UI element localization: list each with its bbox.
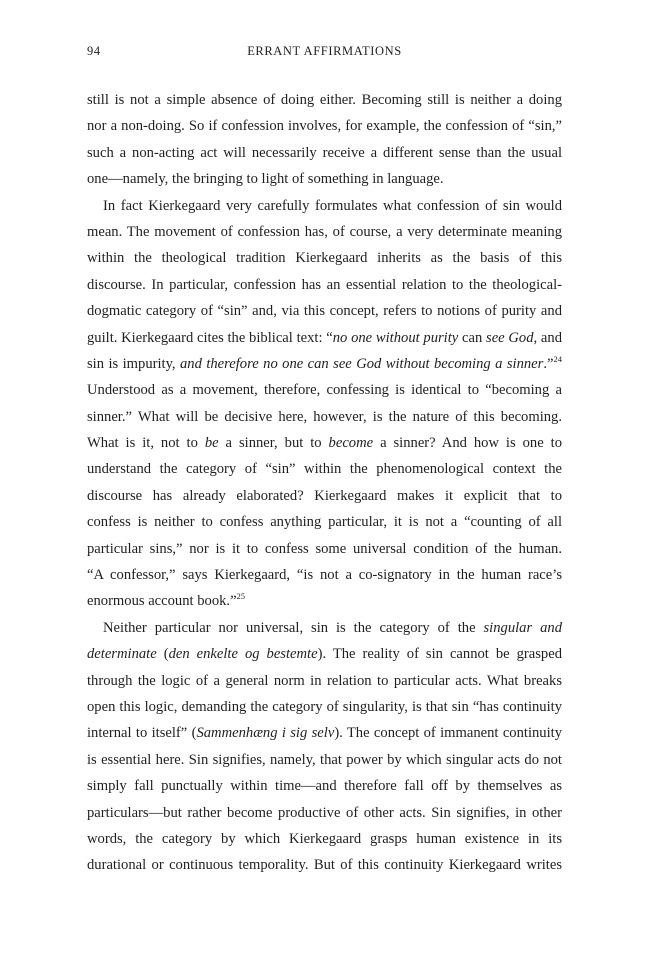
text-segment: sinner.” What will be decisive here, however, is the nature of this becoming. <box>87 408 562 425</box>
footnote-marker: 24 <box>553 353 562 364</box>
text-line <box>87 351 562 377</box>
running-title: ERRANT AFFIRMATIONS <box>247 44 402 58</box>
text-segment: within the theological tradition Kierkegaard inherits as the basis of this <box>87 250 562 267</box>
text-segment: .” <box>543 355 554 372</box>
text-line <box>87 483 562 509</box>
text-line <box>87 87 562 113</box>
text-line <box>87 562 562 588</box>
italic-text: den enkelte og bestemte <box>168 646 318 663</box>
italic-text: become <box>328 435 374 452</box>
text-segment: ). The reality of sin cannot be grasped <box>317 646 562 663</box>
text-line <box>87 113 562 139</box>
italic-text: and therefore no one can see God without becoming a sinner <box>180 355 544 372</box>
text-line <box>87 245 562 271</box>
text-line <box>87 641 562 667</box>
italic-text: singular and <box>483 619 562 636</box>
text-segment: open this logic, demanding the category of singularity, is that sin “has continuity <box>87 698 562 715</box>
text-segment: nor a non-doing. So if confession involves, for example, the confession of “sin,” <box>87 118 562 135</box>
text-segment: guilt. Kierkegaard cites the biblical text: “ <box>87 329 333 346</box>
text-segment: What is it, not to <box>87 435 205 452</box>
text-segment: through the logic of a general norm in relation to particular acts. What breaks <box>87 672 562 689</box>
text-line <box>87 140 562 166</box>
text-line <box>87 773 562 799</box>
text-segment: such a non-acting act will necessarily receive a different sense than the usual <box>87 144 562 161</box>
italic-text: be <box>204 435 219 452</box>
text-segment: , and <box>533 329 562 346</box>
text-segment: a sinner? And how is one to <box>373 435 562 452</box>
text-line <box>87 377 562 403</box>
text-line <box>87 166 562 192</box>
text-line <box>87 325 562 351</box>
text-segment: can <box>458 329 487 346</box>
text-line <box>87 852 562 878</box>
text-segment: mean. The movement of confession has, of course, a very determinate meaning <box>87 223 562 240</box>
text-segment: one—namely, the bringing to light of something in language. <box>87 171 444 188</box>
text-segment: Understood as a movement, therefore, confessing is identical to “becoming a <box>87 382 562 399</box>
text-segment: words, the category by which Kierkegaard grasps human existence in its <box>87 830 562 847</box>
text-segment: internal to itself” ( <box>87 725 197 742</box>
text-segment: discourse. In particular, confession has an essential relation to the theological- <box>87 276 562 293</box>
text-line <box>87 747 562 773</box>
text-line <box>87 694 562 720</box>
text-segment: discourse has already elaborated? Kierkegaard makes it explicit that to <box>87 487 562 504</box>
body-text <box>87 87 562 879</box>
text-segment: understand the category of “sin” within the phenomenological context the <box>87 461 562 478</box>
text-segment: is essential here. Sin signifies, namely, that power by which singular acts do not <box>87 751 562 768</box>
text-segment: durational or continuous temporality. But of this continuity Kierkegaard writes <box>87 857 562 874</box>
text-line <box>87 615 562 641</box>
text-line <box>87 826 562 852</box>
text-line <box>87 668 562 694</box>
text-segment: ( <box>156 646 169 663</box>
text-line <box>87 720 562 746</box>
page-number: 94 <box>87 44 101 58</box>
text-segment: enormous account book.” <box>87 593 237 610</box>
text-line <box>87 219 562 245</box>
text-segment: dogmatic category of “sin” and, via this concept, refers to notions of purity and <box>87 303 562 320</box>
running-head <box>87 44 562 62</box>
text-segment: sin is impurity, <box>87 355 180 372</box>
italic-text: determinate <box>87 646 157 663</box>
text-segment: confess is neither to confess anything particular, it is not a “counting of all <box>87 514 562 531</box>
text-segment: ). The concept of immanent continuity <box>334 725 562 742</box>
text-line <box>87 509 562 535</box>
footnote-marker: 25 <box>236 591 246 602</box>
text-segment: simply fall punctually within time—and therefore fall off by themselves as <box>87 778 562 795</box>
text-segment: “A confessor,” says Kierkegaard, “is not a co-signatory in the human race’s <box>87 567 562 584</box>
text-line <box>87 456 562 482</box>
text-segment: particulars—but rather become productive of other acts. Sin signifies, in other <box>87 804 562 821</box>
text-line <box>87 430 562 456</box>
text-line <box>87 298 562 324</box>
italic-text: no one without purity <box>332 329 459 346</box>
italic-text: see God <box>486 329 534 346</box>
text-line <box>87 536 562 562</box>
text-line <box>87 404 562 430</box>
text-line <box>87 272 562 298</box>
text-line <box>87 800 562 826</box>
text-line <box>87 588 562 614</box>
text-segment: particular sins,” nor is it to confess some universal condition of the human. <box>87 540 562 557</box>
italic-text: Sammenhæng i sig selv <box>196 725 335 742</box>
text-segment: In fact Kierkegaard very carefully formulates what confession of sin would <box>103 197 562 214</box>
text-segment: still is not a simple absence of doing either. Becoming still is neither a doing <box>87 92 562 108</box>
text-line <box>87 193 562 219</box>
text-segment: Neither particular nor universal, sin is the category of the <box>103 619 484 636</box>
text-segment: a sinner, but to <box>218 435 329 452</box>
